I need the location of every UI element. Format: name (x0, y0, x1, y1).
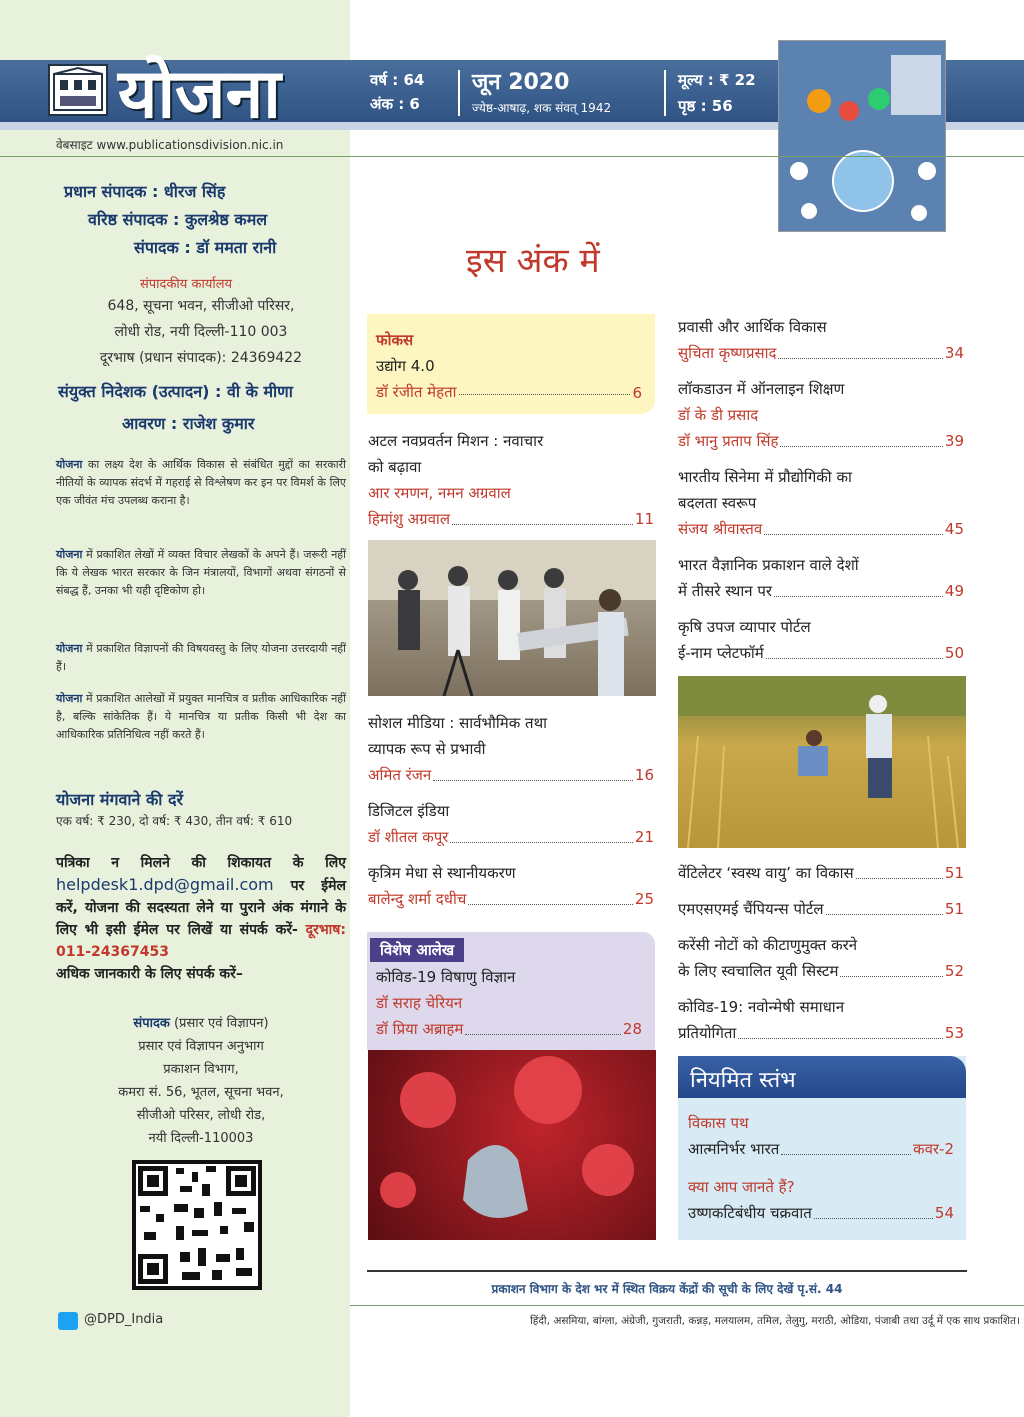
toc-entry[interactable]: लॉकडाउन में ऑनलाइन शिक्षण डॉ के डी प्रसाद डॉ भानु प्रताप सिंह 39 (678, 380, 964, 450)
website-link[interactable]: वेबसाइट www.publicationsdivision.nic.in (56, 138, 284, 152)
senior-editor: वरिष्ठ संपादक : कुलश्रेष्ठ कमल (88, 210, 268, 229)
note-2: योजना में प्रकाशित लेखों में व्यक्त विचार लेखकों के अपने हैं। जरूरी नहीं कि ये लेखक भारत सरकार के जिन मंत्रालयों, विभागों अथवा संगठनों से संबद्ध हैं, उनका भी यही दृष्टिकोण हो। (56, 548, 346, 597)
editor: संपादक : डॉ ममता रानी (134, 238, 277, 257)
languages-note: हिंदी, असमिया, बांग्ला, अंग्रेजी, गुजराती, कन्नड़, मलयालम, तमिल, तेलुगु, मराठी, ओडिया, पंजाबी तथा उर्दू में एक साथ प्रकाशित। (530, 1315, 1020, 1327)
note-3: योजना में प्रकाशित विज्ञापनों की विषयवस्तु के लिए योजना उत्तरदायी नहीं हैं। (56, 642, 346, 673)
toc-entry[interactable]: कृत्रिम मेधा से स्थानीयकरण बालेन्दु शर्मा दधीच 25 (368, 864, 654, 908)
toc-entry[interactable]: भारत वैज्ञानिक प्रकाशन वाले देशों में तीसरे स्थान पर 49 (678, 556, 964, 600)
office-address-1: 648, सूचना भवन, सीजीओ परिसर, (107, 298, 295, 314)
issue-month: जून 2020 (472, 70, 570, 95)
pages-label: पृष्ठ : 56 (678, 97, 733, 115)
students-telescope-photo (368, 540, 656, 696)
helpdesk-email[interactable]: helpdesk1.dpd@gmail.com (56, 875, 274, 894)
focus-label: फोकस (376, 331, 414, 349)
twitter-handle[interactable]: @DPD_India (84, 1312, 164, 1327)
office-phone: दूरभाष (प्रधान संपादक): 24369422 (99, 350, 303, 366)
focus-title[interactable]: उद्योग 4.0 (376, 357, 435, 375)
footer-rule-2 (350, 1305, 1024, 1306)
footer-rule (367, 1270, 967, 1272)
regular-columns-heading: नियमित स्तंभ (678, 1056, 966, 1098)
special-article-label: विशेष आलेख (370, 938, 464, 962)
toc-entry[interactable]: प्रवासी और आर्थिक विकास सुचिता कृष्णप्रसाद 34 (678, 318, 964, 362)
contact-block: संपादक (प्रसार एवं विज्ञापन) प्रसार एवं विज्ञापन अनुभाग प्रकाशन विभाग, कमरा सं. 56, भूतल, सूचना भवन, सीजीओ परिसर, लोधी रोड, नयी दिल्ली-110003 (118, 1016, 284, 1146)
masthead-title: योजना (118, 54, 281, 134)
qr-code[interactable] (132, 1160, 262, 1290)
chief-editor: प्रधान संपादक : धीरज सिंह (64, 182, 226, 201)
twitter-icon (58, 1312, 78, 1330)
office-heading: संपादकीय कार्यालय (140, 277, 233, 292)
price-label: मूल्य : ₹ 22 (678, 71, 756, 89)
header-divider (458, 70, 460, 116)
rates-heading: योजना मंगवाने की दरें (56, 790, 183, 809)
volume-label: वर्ष : 64 (370, 71, 425, 89)
sales-note: प्रकाशन विभाग के देश भर में स्थित विक्रय केंद्रों की सूची के लिए देखें पृ.सं. 44 (491, 1282, 843, 1296)
office-address-2: लोधी रोड, नयी दिल्ली-110 003 (114, 324, 288, 340)
toc-entry[interactable]: अटल नवप्रवर्तन मिशन : नवाचार को बढ़ावा आर रमणन, नमन अग्रवाल हिमांशु अग्रवाल 11 (368, 432, 654, 528)
note-1: योजना का लक्ष्य देश के आर्थिक विकास से संबंधित मुद्दों का सरकारी नीतियों के व्यापक संदर्भ में गहराई से विश्लेषण कर इन पर विमर्श के लिए एक जीवंत मंच उपलब्ध कराना है। (56, 458, 346, 507)
toc-title: इस अंक में (466, 241, 600, 281)
publication-logo-icon (48, 64, 108, 116)
toc-entry[interactable]: कृषि उपज व्यापार पोर्टल ई-नाम प्लेटफॉर्म 50 (678, 618, 964, 662)
toc-entry[interactable]: भारतीय सिनेमा में प्रौद्योगिकी का बदलता स्वरूप संजय श्रीवास्तव 45 (678, 468, 964, 538)
toc-entry[interactable]: सोशल मीडिया : सार्वभौमिक तथा व्यापक रूप से प्रभावी अमित रंजन 16 (368, 714, 654, 784)
toc-entry[interactable]: वेंटिलेटर ‘स्वस्थ वायु’ का विकास 51 (678, 864, 964, 882)
toc-entry[interactable]: क्या आप जानते हैं? उष्णकटिबंधीय चक्रवात 54 (688, 1178, 954, 1222)
rates-text: एक वर्ष: ₹ 230, दो वर्ष: ₹ 430, तीन वर्ष: ₹ 610 (56, 814, 293, 828)
toc-entry[interactable]: एमएसएमई चैंपियन्स पोर्टल 51 (678, 900, 964, 918)
complaint-text: पत्रिका न मिलने की शिकायत के लिए helpdesk1.dpd@gmail.com पर ईमेल करें, योजना की सदस्यता लेने या पुराने अंक मंगाने के लिए भी इसी ईमेल पर लिखें या संपर्क करें- दूरभाष: 011-24367453 अधिक जानकारी के लिए संपर्क करें– (56, 855, 346, 982)
note-4: योजना में प्रकाशित आलेखों में प्रयुक्त मानचित्र व प्रतीक आधिकारिक नहीं है, बल्कि सांकेतिक हैं। ये मानचित्र या प्रतीक किसी भी देश का आधिकारिक प्रतिनिधित्व नहीं करते हैं। (56, 692, 346, 741)
cover-designer: आवरण : राजेश कुमार (122, 414, 255, 433)
issue-label: अंक : 6 (370, 95, 420, 113)
virus-photo (368, 1050, 656, 1240)
farmers-field-photo (678, 676, 966, 848)
header-divider (664, 70, 666, 116)
cover-thumbnail (778, 40, 946, 232)
joint-director: संयुक्त निदेशक (उत्पादन) : वी के मीणा (58, 382, 293, 401)
toc-entry[interactable]: विकास पथ आत्मनिर्भर भारत कवर-2 (688, 1114, 954, 1158)
toc-entry[interactable]: कोविड-19: नवोन्मेषी समाधान प्रतियोगिता 53 (678, 998, 964, 1042)
toc-entry[interactable]: करेंसी नोटों को कीटाणुमुक्त करने के लिए स्वचालित यूवी सिस्टम 52 (678, 936, 964, 980)
header-rule (0, 156, 1024, 157)
toc-entry[interactable]: डिजिटल इंडिया डॉ शीतल कपूर 21 (368, 802, 654, 846)
focus-author-row[interactable]: डॉ रंजीत मेहता 6 (376, 383, 642, 402)
toc-entry[interactable]: कोविड-19 विषाणु विज्ञान डॉ सराह चेरियन डॉ प्रिया अब्राहम 28 (376, 968, 642, 1038)
samvat-date: ज्येष्ठ-आषाढ़, शक संवत् 1942 (472, 101, 612, 115)
